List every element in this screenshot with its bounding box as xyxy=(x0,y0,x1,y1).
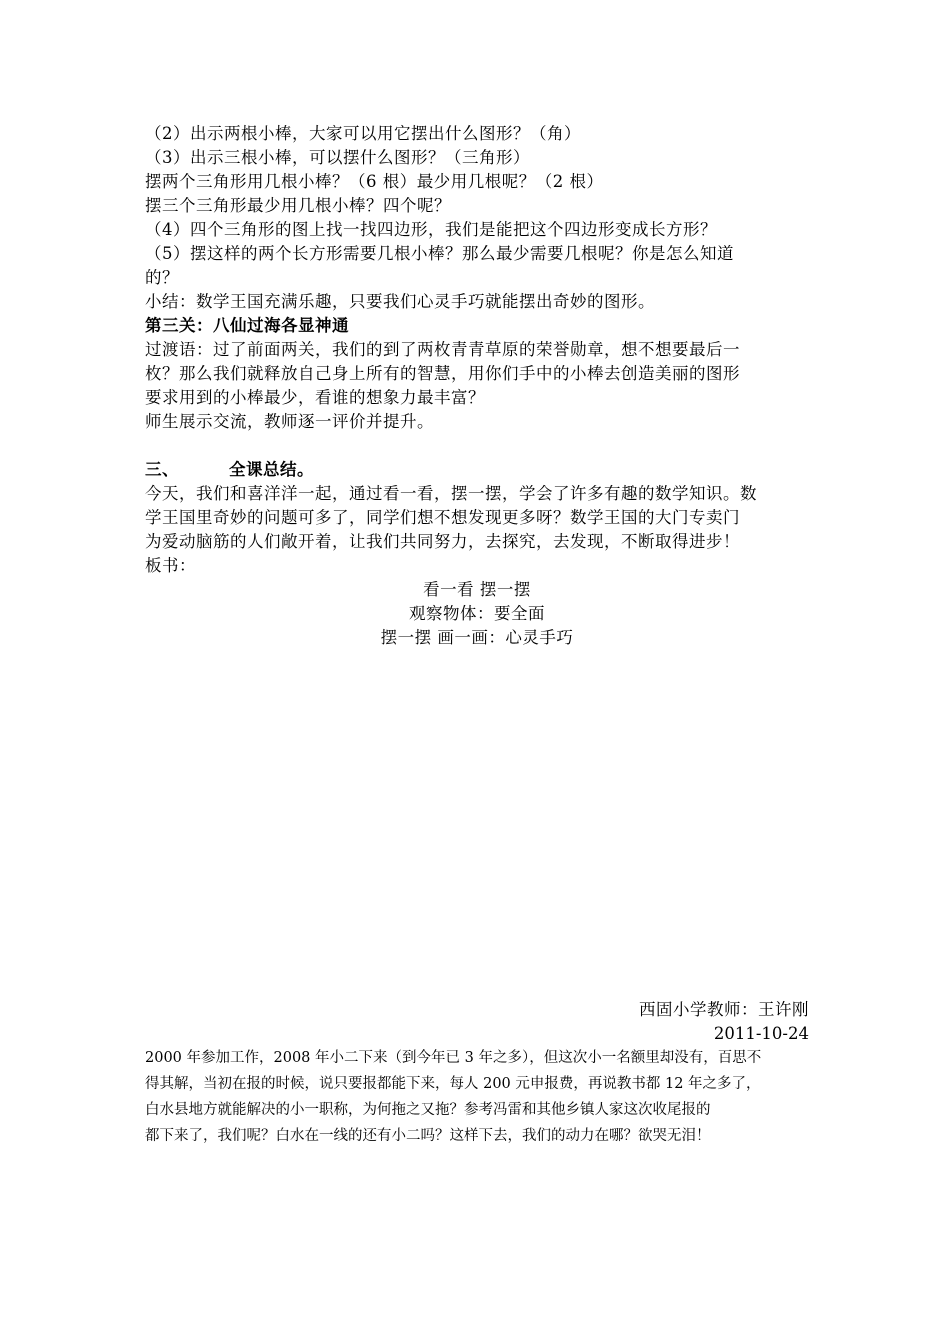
summary-paragraph-line: 今天，我们和喜洋洋一起，通过看一看，摆一摆，学会了许多有趣的数学知识。数 xyxy=(145,484,757,503)
board-line: 观察物体：要全面 xyxy=(409,604,545,623)
text-line: 师生展示交流，教师逐一评价并提升。 xyxy=(145,412,434,431)
transition-line: 要求用到的小棒最少，看谁的想象力最丰富？ xyxy=(145,388,485,407)
document-page xyxy=(145,122,809,650)
note-block xyxy=(145,1045,809,1149)
date: 2011-10-24 xyxy=(713,1024,809,1043)
summary-paragraph-line: 学王国里奇妙的问题可多了，同学们想不想发现更多呀？数学王国的大门专卖门 xyxy=(145,508,740,527)
text-line: 摆两个三角形用几根小棒？（6 根）最少用几根呢？（2 根） xyxy=(145,172,604,191)
board-line: 摆一摆 画一画：心灵手巧 xyxy=(380,628,574,647)
transition-line: 过渡语：过了前面两关，我们的到了两枚青青草原的荣誉勋章，想不想要最后一 xyxy=(145,340,740,359)
part-title: 全课总结。 xyxy=(229,460,314,479)
summary-paragraph-line: 为爱动脑筋的人们敞开着，让我们共同努力，去探究，去发现，不断取得进步！ xyxy=(145,532,740,551)
signature-block xyxy=(145,998,809,1046)
summary-line: 小结：数学王国充满乐趣，只要我们心灵手巧就能摆出奇妙的图形。 xyxy=(145,292,655,311)
text-line: （2）出示两根小棒，大家可以用它摆出什么图形？（角） xyxy=(145,124,581,143)
part-number: 三、 xyxy=(145,460,179,479)
signature: 西固小学教师：王许刚 xyxy=(639,1000,809,1019)
board-line: 看一看 摆一摆 xyxy=(423,580,531,599)
blank-line xyxy=(145,434,809,458)
text-line: （5）摆这样的两个长方形需要几根小棒？那么最少需要几根呢？你是怎么知道 xyxy=(145,244,734,263)
text-line: 摆三个三角形最少用几根小棒？四个呢？ xyxy=(145,196,451,215)
note-line: 2000 年参加工作，2008 年小二下来（到今年已 3 年之多），但这次小一名额里却没有，百思不 xyxy=(145,1050,762,1066)
part-heading xyxy=(145,458,809,482)
text-line: 的？ xyxy=(145,268,179,287)
section-heading: 第三关：八仙过海各显神通 xyxy=(145,316,349,335)
transition-line: 枚？那么我们就释放自己身上所有的智慧，用你们手中的小棒去创造美丽的图形 xyxy=(145,364,740,383)
text-line: （4）四个三角形的图上找一找四边形，我们是能把这个四边形变成长方形？ xyxy=(145,220,717,239)
text-line: （3）出示三根小棒，可以摆什么图形？（三角形） xyxy=(145,148,530,167)
note-line: 白水县地方就能解决的小一职称，为何拖之又拖？参考冯雷和其他乡镇人家这次收尾报的 xyxy=(145,1102,711,1118)
note-line: 得其解，当初在报的时候，说只要报都能下来，每人 200 元申报费，再说教书都 12 年之多了， xyxy=(145,1076,761,1092)
note-line: 都下来了，我们呢？白水在一线的还有小二吗？这样下去，我们的动力在哪？欲哭无泪！ xyxy=(145,1128,711,1144)
board-label: 板书： xyxy=(145,556,196,575)
